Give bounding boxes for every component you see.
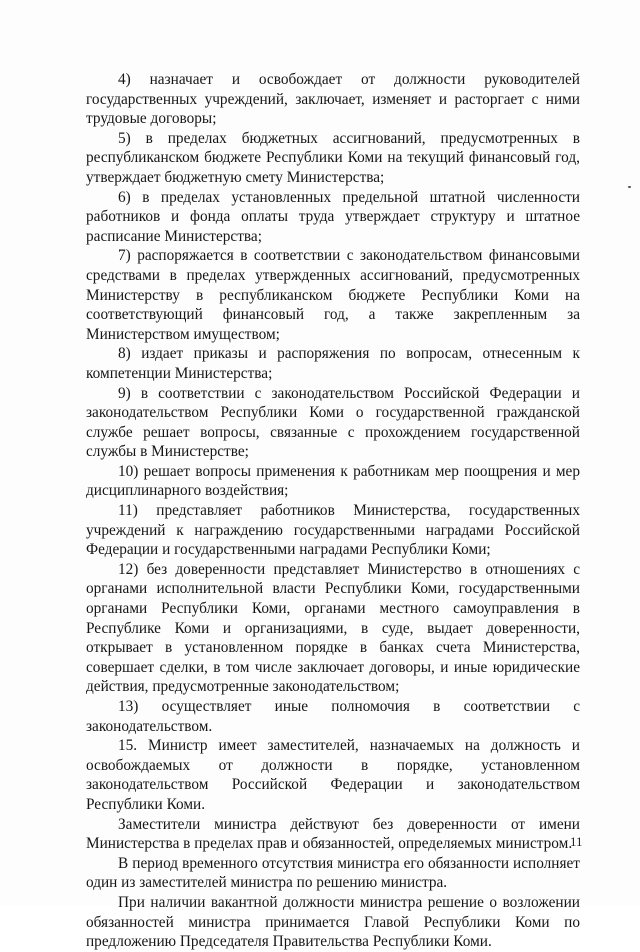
- paragraph-item-12: 12) без доверенности представляет Министерство в отношениях с органами исполнительной власти Республики Коми, государственными органами Республики Коми, органами местного самоуправления в Республике Коми и организациями, в суде, выдает доверенности, открывает в установленном порядке в банках счета Министерства, совершает сделки, в том числе заключает договоры, и иные юридические действия, предусмотренные законодательством;: [86, 560, 580, 696]
- paragraph-item-4: 4) назначает и освобождает от должности руководителей государственных учреждений, заключает, изменяет и расторгает с ними трудовые договоры;: [86, 71, 580, 128]
- document-body: [86, 70, 580, 952]
- paragraph-item-7: 7) распоряжается в соответствии с законодательством финансовыми средствами в пределах утвержденных ассигнований, предусмотренных Министерству в республиканском бюджете Республики Коми на соответствующий финансовый год, а также закрепленным за Министерством имуществом;: [86, 247, 580, 343]
- paragraph-deputies: Заместители министра действуют без доверенности от имени Министерства в пределах прав и обязанностей, определяемых министром.: [86, 815, 580, 853]
- paragraph-temporary-absence: В период временного отсутствия министра его обязанности исполняет один из заместителей министра по решению министра.: [86, 854, 580, 892]
- paragraph-item-13: 13) осуществляет иные полномочия в соответствии с законодательством.: [86, 698, 580, 735]
- paragraph-item-11: 11) представляет работников Министерства, государственных учреждений к награждению государственными наградами Российской Федерации и государственными наградами Республики Коми;: [86, 502, 580, 559]
- scan-mark: [628, 186, 631, 188]
- paragraph-item-10: 10) решает вопросы применения к работникам мер поощрения и мер дисциплинарного воздействия;: [86, 462, 580, 500]
- page-number: 11: [570, 834, 583, 849]
- paragraph-item-6: 6) в пределах установленных предельной штатной численности работников и фонда оплаты труда утверждает структуру и штатное расписание Министерства;: [86, 188, 580, 245]
- paragraph-section-15: 15. Министр имеет заместителей, назначаемых на должность и освобождаемых от должности в порядке, установленном законодательством Российской Федерации и законодательством Республики Коми.: [86, 737, 580, 813]
- paragraph-item-5: 5) в пределах бюджетных ассигнований, предусмотренных в республиканском бюджете Республики Коми на текущий финансовый год, утверждает бюджетную смету Министерства;: [86, 129, 580, 186]
- paragraph-item-9: 9) в соответствии с законодательством Российской Федерации и законодательством Республики Коми о государственной гражданской службе решает вопросы, связанные с прохождением государственной службы в Министерстве;: [86, 384, 580, 461]
- paragraph-item-8: 8) издает приказы и распоряжения по вопросам, отнесенным к компетенции Министерства;: [86, 345, 580, 382]
- paragraph-vacancy: При наличии вакантной должности министра решение о возложении обязанностей министра принимается Главой Республики Коми по предложению Председателя Правительства Республики Коми.: [86, 893, 580, 951]
